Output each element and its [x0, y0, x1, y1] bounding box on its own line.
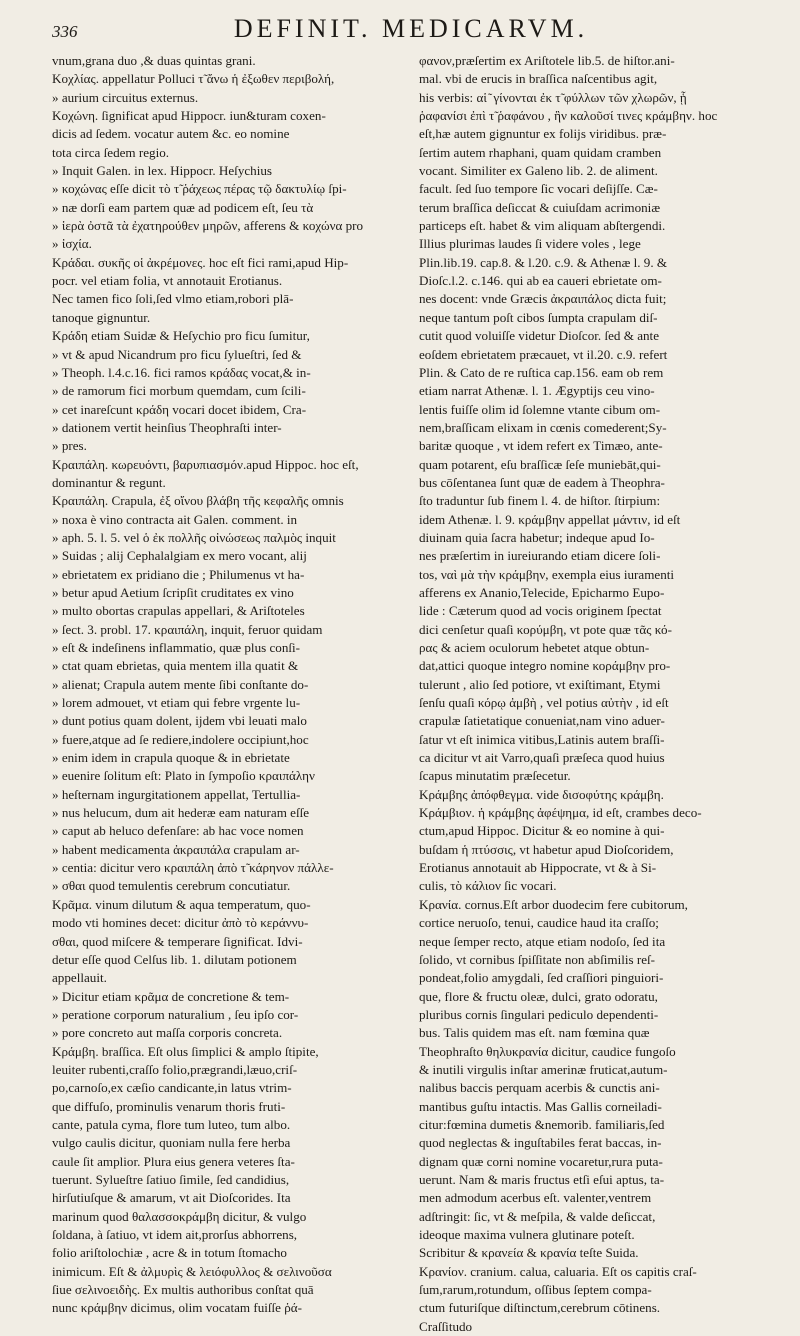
right-column-line: nem,braſſicam elixam in cœnis comederent;Sy-: [419, 419, 667, 435]
right-column-line: eoſdem ebrietatem præcauet, vt il.20. c.9. refert: [419, 346, 668, 362]
left-column-line: » aph. 5. l. 5. vel ὁ ἐκ πολλῆς οἰνώσεως παλμὸς inquit: [52, 529, 336, 545]
right-column-line: bus cōſentanea ſunt quæ de eadem à Theophra-: [419, 474, 665, 490]
right-column-line: eſt,hæ autem gignuntur ex folijs viridibus. præ-: [419, 126, 667, 142]
left-column-line: » betur apud Aetium ſcripſit cruditates ex vino: [52, 584, 294, 600]
left-column-line: » euenire ſolitum eſt: Plato in ſympoſio κραιπάλην: [52, 768, 315, 784]
left-column-line: tanoque gignuntur.: [52, 309, 151, 325]
left-column-line: » vt & apud Nicandrum pro ficu ſylueſtri, ſed &: [52, 346, 302, 362]
left-column-line: Κράμβη. braſſica. Eſt olus ſimplici & amplo ſtipite,: [52, 1043, 319, 1059]
right-column-line: dignam quæ corni nomine vocaretur,rura puta-: [419, 1153, 663, 1169]
left-column-line: » aurium circuitus externus.: [52, 89, 199, 105]
left-column-line: » ſect. 3. probl. 17. κραιπάλη, inquit, feruor quidam: [52, 621, 323, 637]
right-column-line: Dioſc.l.2. c.146. qui ab ea caueri ebrietate om-: [419, 273, 662, 289]
right-column-line: lentis fuiſſe olim id ſolemne vtante cibum om-: [419, 401, 661, 417]
left-column-line: inimicum. Eſt & ἀλμυρὶς & λειόφυλλος & σελινοῦσα: [52, 1263, 332, 1279]
right-column-line: nes præſertim in iureiurando etiam dicere ſoli-: [419, 548, 661, 564]
right-column-line: bus. Talis quidem mas eſt. nam fœmina quæ: [419, 1025, 650, 1041]
right-column-line: tulerunt , alio ſed potiore, vt exiſtimant, Etymi: [419, 676, 661, 692]
right-column-line: citur:fœmina dumetis &nemorib. familiaris,ſed: [419, 1116, 665, 1132]
right-column-line: ſum,rarum,rotundum, oſſibus ſeptem compa-: [419, 1282, 652, 1298]
right-column-line: ῥαφανίσι ἐπὶ τ̃ ῥαφάνου , ἣν καλοῦσί τινες κράμβην. hoc: [419, 108, 718, 124]
left-column-line: » habent medicamenta ἀκραιπάλα crapulam ar-: [52, 841, 300, 857]
page-number: 336: [52, 22, 78, 41]
left-column-line: » ebrietatem ex pridiano die ; Philumenus vt ha-: [52, 566, 305, 582]
left-column-line: vulgo caulis dicitur, quoniam nulla fere herba: [52, 1135, 291, 1151]
right-column-line: facult. ſed ſuo tempore ſic vocari deſijſſe. Cæ-: [419, 181, 658, 197]
left-column-line: tota circa ſedem regio.: [52, 144, 170, 160]
right-column-line: Scribitur & κρανεία & κρανία teſte Suida.: [419, 1245, 639, 1261]
right-column-line: his verbis: αἱ ͂ γίνονται ἐκ τ̃ φύλλων τῶν χλωρῶν, ᾗ: [419, 89, 687, 105]
left-column-line: » enim idem in crapula quoque & in ebrietate: [52, 750, 290, 766]
left-column-line: » cet inareſcunt κράδη vocari docet ibidem, Cra-: [52, 401, 307, 417]
right-column-line: ρας & aciem oculorum hebetet atque obtun-: [419, 640, 650, 655]
left-column-line: ſiue σελινοειδὴς. Ex multis authoribus conſtat quā: [52, 1282, 314, 1298]
left-column-line: Κραιπάλη. Crapula, ἐξ οἴνου βλάβη τῆς κεφαλῆς omnis: [52, 493, 344, 509]
left-column-line: Nec tamen fico ſoli,ſed vlmo etiam,robori plā-: [52, 291, 294, 307]
left-column-line: Κραιπάλη. κωρευόντι, βαρυπιασμόν.apud Hippoc. hoc eſt,: [52, 456, 359, 472]
right-column-line: ſolido, vt cornibus ſpiſſitate non abſimilis reſ-: [419, 951, 656, 967]
right-column-line: Κρανία. cornus.Eſt arbor duodecim fere cubitorum,: [419, 896, 688, 912]
left-column-line: » alienat; Crapula autem mente ſibi conſtante do-: [52, 676, 309, 692]
left-column-line: » κοχώνας eſſe dicit τὸ τ̃ ῥάχεως πέρας τῷ δακτυλίῳ ſpi-: [52, 181, 347, 197]
left-column-line: » Theoph. l.4.c.16. fici ramos κράδας vocat,& in-: [52, 364, 311, 380]
left-column-line: po,carnoſo,ex cæſio candicante,in latus vtrim-: [52, 1080, 292, 1096]
left-column-line: Κράδη etiam Suidæ & Heſychio pro ficu ſumitur,: [52, 328, 310, 344]
left-column-line: cante, patula cyma, flore tum luteo, tum albo.: [52, 1116, 291, 1132]
right-column-line: terum braſſica deſiccat & cuiuſdam acrimoniæ: [419, 199, 661, 215]
left-column-line: que diffuſo, prominulis venarum thoris fruti-: [52, 1098, 286, 1114]
left-column-line: » næ dorſi eam partem quæ ad podicem eſt, ſeu τὰ: [52, 199, 314, 215]
right-column-line: Κράμβης ἀπόφθεγμα. vide δισοφύτης κράμβη.: [419, 786, 664, 802]
left-column-line: tuerunt. Sylueſtre ſatiuo ſimile, ſed candidius,: [52, 1171, 290, 1187]
right-column-line: etiam narrat Athenæ. l. 1. Ægyptijs ceu vino-: [419, 383, 655, 399]
left-column-line: pocr. vel etiam folia, vt annotauit Erotianus.: [52, 273, 283, 289]
right-column-line: ſatur vt eſt inimica vitibus,Latinis autem braſſi-: [419, 731, 665, 747]
left-column: [52, 52, 405, 1322]
right-column-line: ca dicitur vt ait Varro,quaſi præſeca quod huius: [419, 750, 665, 766]
right-column-line: pondeat,folio amygdali, ſed craſſiori pinguiori-: [419, 970, 664, 986]
right-column-line: vocant. Similiter ex Galeno lib. 2. de aliment.: [419, 163, 658, 179]
left-column-line: » eſt & indeſinens inflammatio, quæ plus conſi-: [52, 640, 301, 655]
left-column-line: » centia: dicitur vero κραιπάλη ἀπὸ τ̃ κάρηνον πάλλε-: [52, 860, 334, 876]
right-column-line: baritæ quoque , vt idem refert ex Timæo, ante-: [419, 438, 663, 454]
right-column-line: Κρανίον. cranium. calua, caluaria. Eſt os capitis craſ-: [419, 1263, 697, 1279]
left-column-line: » dunt potius quam dolent, ijdem vbi leuati malo: [52, 713, 307, 729]
right-column-line: adſtringit: ſic, vt & meſpila, & valde deſiccat,: [419, 1208, 656, 1224]
left-column-line: » peratione corporum naturalium , ſeu ipſo cor-: [52, 1006, 299, 1022]
left-column-line: detur eſſe quod Celſus lib. 1. dilutam potionem: [52, 951, 297, 967]
right-column-line: Plin. & Cato de re ruſtica cap.156. eam ob rem: [419, 364, 664, 380]
right-column-line: tos, ναὶ μὰ τὴν κράμβην, exempla eius iuramenti: [419, 566, 675, 582]
right-column-line: ſcapus minutatim præſecetur.: [419, 768, 571, 784]
right-column-line: ſto traduntur ſub finem l. 4. de hiſtor. ſtirpium:: [419, 493, 661, 509]
right-column-line: Theophraſto θηλυκρανία dicitur, caudice fungoſo: [419, 1043, 676, 1059]
left-column-line: dicis ad ſedem. vocatur autem &c. eo nomine: [52, 126, 290, 142]
left-column-line: » pore concreto aut maſſa corporis concreta.: [52, 1025, 283, 1041]
right-column-line: afferens ex Ananio,Telecide, Epicharmo Eupo-: [419, 584, 665, 600]
right-column-line: dat,attici quoque integro nomine κοράμβην pro-: [419, 658, 671, 674]
left-column-line: » Dicitur etiam κρᾶμα de concretione & tem-: [52, 988, 290, 1004]
left-column-line: appellauit.: [52, 970, 107, 986]
right-column-line: neque ſemper recto, atque etiam nodoſo, ſed ita: [419, 933, 666, 949]
right-column-line: mal. vbi de erucis in braſſica naſcentibus agit,: [419, 71, 658, 87]
left-column-line: » noxa è vino contracta ait Galen. comment. in: [52, 511, 298, 527]
left-column-line: hirſutiuſque & amarum, vt ait Dioſcorides. Ita: [52, 1190, 291, 1206]
left-column-line: » ἰσχία.: [52, 236, 92, 252]
left-column-line: nunc κράμβην dicimus, olim vocatam fuiſſe ῥά-: [52, 1300, 303, 1316]
right-column-line: culis, τὸ κάλιον ſic vocari.: [419, 878, 557, 894]
right-column-line: mantibus guſtu intactis. Mas Gallis corneiladi-: [419, 1098, 662, 1114]
left-column-line: σθαι, quod miſcere & temperare ſignificat. Idvi-: [52, 933, 303, 949]
right-column: [419, 52, 772, 1334]
right-column-line: ideoque maxima vulnera glutinare poteſt.: [419, 1227, 635, 1242]
right-column-line: que, flore & fructu oleæ, dulci, grato odoratu,: [419, 988, 658, 1004]
left-column-line: vnum,grana duo ,& duas quintas grani.: [52, 53, 256, 68]
left-column-line: caule ſit amplior. Plura eius genera veteres ſta-: [52, 1153, 295, 1169]
left-column-line: » heſternam ingurgitationem appellat, Tertullia-: [52, 786, 301, 802]
right-column-line: quam potarent, eſu braſſicæ ſeſe muniebāt,qui-: [419, 456, 661, 472]
right-column-line: nes docent: vnde Græcis ἀκραιπάλος dicta fuit;: [419, 291, 667, 307]
right-column-line: men admodum acerbus eſt. valenter,ventrem: [419, 1190, 652, 1206]
left-column-line: modo vti homines decet: dicitur ἀπὸ τὸ κεράννυ-: [52, 915, 309, 931]
text-columns: [52, 52, 772, 1334]
left-column-line: » Suidas ; alij Cephalalgiam ex mero vocant, alij: [52, 548, 307, 564]
right-column-line: Erotianus annotauit ab Hippocrate, vt & à Si-: [419, 860, 657, 876]
right-column-line: Plin.lib.19. cap.8. & l.20. c.9. & Athenæ l. 9. &: [419, 254, 668, 270]
right-column-line: cortice neruoſo, tenui, caudice haud ita craſſo;: [419, 915, 659, 931]
right-column-line: diuinam quia ſacra habetur; indeque apud Io-: [419, 529, 655, 545]
right-column-line: pluribus cornis ſingulari pediculo dependenti-: [419, 1006, 659, 1022]
right-column-line: nalibus baccis perquam acerbis & cunctis ani-: [419, 1080, 660, 1096]
left-column-line: » multo obortas crapulas appellari, & Ariſtoteles: [52, 603, 305, 619]
right-column-line: lide : Cæterum quod ad vocis originem ſpectat: [419, 603, 662, 619]
left-column-line: » ἱερὰ ὀστᾶ τὰ ἐχατηρούθεν μηρῶν, afferens & κοχώνα pro: [52, 218, 364, 234]
page-header: [52, 10, 770, 44]
right-column-line: crapulæ ſatietatique conueniat,nam vino aduer-: [419, 713, 665, 729]
right-column-line: Κράμβιον. ἡ κράμβης ἀφέψημα, id eſt, crambes deco-: [419, 805, 702, 821]
left-column-line: » dationem vertit heinſius Theophraſti inter-: [52, 419, 282, 435]
left-column-line: » caput ab heluco defenſare: ab hac voce nomen: [52, 823, 304, 839]
right-column-line: φανον,præſertim ex Ariſtotele lib.5. de hiſtor.ani-: [419, 53, 675, 68]
left-column-line: » pres.: [52, 438, 87, 454]
left-column-line: » ctat quam ebrietas, quia mentem illa quatit &: [52, 658, 299, 674]
right-column-line: ctum futuriſque diſtinctum,cerebrum cōtinens.: [419, 1300, 661, 1316]
right-column-line: neque tantum poſt cibos ſumpta crapulam diſ-: [419, 309, 658, 325]
left-column-line: » σθαι quod temulentis cerebrum concutiatur.: [52, 878, 291, 894]
right-column-line: ctum,apud Hippoc. Dicitur & eo nomine à qui-: [419, 823, 665, 839]
right-column-line: & inutili virgulis inſtar amerinæ fruticat,autum-: [419, 1061, 668, 1077]
left-column-line: Κράδαι. συκῆς οἱ ἀκρέμονες. hoc eſt fici rami,apud Hip-: [52, 254, 349, 270]
left-column-line: marinum quod θαλασσοκράμβη dicitur, & vulgo: [52, 1208, 307, 1224]
left-column-line: dominantur & regunt.: [52, 474, 166, 490]
right-column-line: uerunt. Nam & maris fructus etſi eſui aptus, ta-: [419, 1171, 665, 1187]
right-column-line: cutit quod voluiſſe videtur Dioſcor. ſed & ante: [419, 328, 660, 344]
left-column-line: Κοχλίας. appellatur Polluci τ̃ ἄνω ἡ ἐξωθεν περιβολή,: [52, 71, 335, 87]
right-column-line: particeps eſt. habet & vim aliquam abſtergendi.: [419, 218, 666, 234]
left-column-line: » de ramorum fici morbum quemdam, cum ſcili-: [52, 383, 306, 399]
left-column-line: Κρᾶμα. vinum dilutum & aqua temperatum, quo-: [52, 896, 311, 912]
left-column-line: ſoldana, à ſatiuo, vt idem ait,prorſus abhorrens,: [52, 1227, 298, 1242]
left-column-line: » Inquit Galen. in lex. Hippocr. Heſychius: [52, 163, 273, 179]
right-column-line: ſenſu quaſi κόρῳ ἀμβὴ , vel potius αὐτὴν , id eſt: [419, 695, 669, 711]
left-column-line: » lorem admouet, vt etiam qui febre vrgente lu-: [52, 695, 301, 711]
left-column-line: folio ariſtolochiæ , acre & in totum ſtomacho: [52, 1245, 287, 1261]
left-column-line: leuiter rubenti,craſſo folio,prægrandi,læuo,criſ-: [52, 1061, 298, 1077]
right-column-line: Craſſitudo: [419, 1318, 473, 1334]
right-column-line: dici cenſetur quaſi κορύμβη, vt pote quæ τᾶς κό-: [419, 621, 672, 637]
right-column-line: Illius plurimas laudes ſi videre voles , lege: [419, 236, 641, 252]
left-column-line: » fuere,atque ad ſe rediere,indolere occipiunt,hoc: [52, 731, 309, 747]
left-column-line: Κοχώνη. ſignificat apud Hippocr. iun&turam coxen-: [52, 108, 326, 124]
left-column-line: » nus helucum, dum ait hederæ eam naturam eſſe: [52, 805, 310, 821]
right-column-line: quod neglectas & inguſtabiles ferat baccas, in-: [419, 1135, 662, 1151]
right-column-line: buſdam ἡ πτύσσις, vt habetur apud Dioſcoridem,: [419, 841, 674, 857]
running-head: DEFINIT. MEDICARVM.: [233, 14, 589, 43]
right-column-line: idem Athenæ. l. 9. κράμβην appellat μάντιν, id eſt: [419, 511, 681, 527]
right-column-line: ſertim autem rhaphani, quam quidam cramben: [419, 144, 662, 160]
